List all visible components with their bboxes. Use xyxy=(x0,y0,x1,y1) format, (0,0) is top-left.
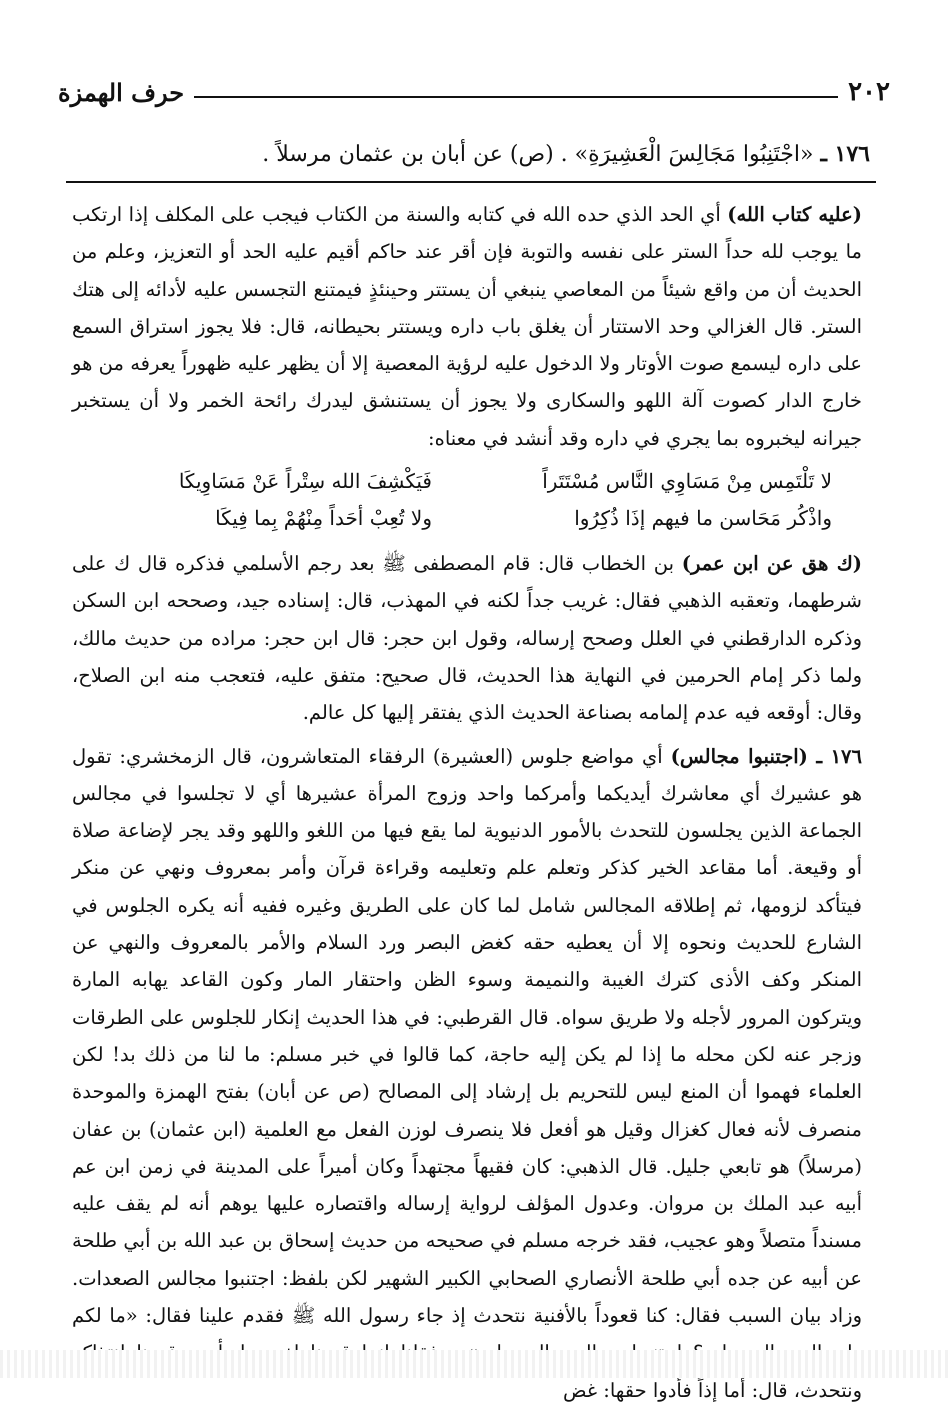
verse-2-second-hemistich: ولا تُعِبْ أحَداً مِنْهُمْ بِما فِيكَا xyxy=(215,506,432,531)
section-divider xyxy=(66,181,876,183)
header-rule xyxy=(194,96,838,98)
paragraph-lead: ١٧٦ ـ (اجتنبوا مجالس) xyxy=(670,744,862,768)
commentary-body xyxy=(72,196,863,1402)
paragraph-text: أي مواضع جلوس (العشيرة) الرفقاء المتعاشرون، قال الزمخشري: تقول هو عشيرك أي معاشرك أيديكما وأمركما واحد وزوج المرأة عشيرها أي لا تجلسوا في مجالس الجماعة الذين يجلسون للتحدث بالأمور الدنيوية لما يقع فيها من اللغو واللهو وقد يجر لإضاعة صلاة أو وقيعة. أما مقاعد الخير كذكر وتعلم علم وتعليمه وقراءة قرآن وأمر بمعروف ونهي عن منكر فيتأكد لزومها، ثم إطلاقه المجالس شامل لما كان على الطريق وغيره ففيه أنه يكره الجلوس في الشارع للحديث ونحوه إلا أن يعطيه حقه كغض البصر ورد السلام والأمر بالمعروف والنهي عن المنكر وكف الأذى كترك الغيبة والنميمة وسوء الظن واحتقار المار وكون القاعد يهابه المارة ويتركون المرور لأجله ولا طريق سواه. قال القرطبي: في هذا الحديث إنكار للجلوس على الطرقات وزجر عنه لكن محله ما إذا لم يكن إليه حاجة، كما قالوا في خبر مسلم: ما لنا من ذلك بد! لكن العلماء فهموا أن المنع ليس للتحريم بل إرشاد إلى المصالح (ص عن أبان) بفتح الهمزة والموحدة منصرف لأنه فعال كغزال وقيل هو أفعل فلا ينصرف لوزن الفعل مع العلمية (ابن عثمان) بن عفان (مرسلاً) هو تابعي جليل. قال الذهبي: كان فقيهاً مجتهداً وكان أميراً على المدينة في زمن ابن عم أبيه عبد الملك بن مروان. وعدول المؤلف لرواية إرساله واقتصاره عليها يوهم أنه لم يقف عليه مسنداً متصلاً وهو عجيب، فقد خرجه مسلم في صحيحه من حديث إسحاق بن عبد الله بن أبي طلحة عن أبيه عن جده أبي طلحة الأنصاري الصحابي الكبير الشهير لكن بلفظ: اجتنبوا مجالس الصعدات. وزاد بيان السبب فقال: كنا قعوداً بالأفنية نتحدث إذ جاء رسول الله ﷺ فقدم علينا فقال: «ما لكم ونتحدث، قال: أما إذاً فأدوا حقها: غض xyxy=(72,744,862,1402)
verse-1-first-hemistich: لا تَلْتَمِس مِنْ مَسَاوِي النَّاس مُسْتَتَراً xyxy=(542,469,832,494)
page-header xyxy=(58,72,890,112)
commentary-paragraph xyxy=(72,738,862,1409)
verse-1-second-hemistich: فَيَكْشِفَ الله سِتْراً عَنْ مَسَاوِيكَا xyxy=(178,469,432,494)
running-title: حرف الهمزة xyxy=(58,77,185,107)
paragraph-lead: (عليه كتاب الله) xyxy=(727,203,862,226)
page-number: ٢٠٢ xyxy=(848,77,890,107)
commentary-paragraph xyxy=(72,545,862,731)
verse-2-first-hemistich: واذْكُر مَحَاسن ما فيهم إذَا ذُكِرُوا xyxy=(574,506,832,531)
paragraph-text: بن الخطاب قال: قام المصطفى ﷺ بعد رجم الأسلمي فذكره قال ك على شرطهما، وتعقبه الذهبي فقال: غريب جداً لكنه في المهذب، قال: إسناده جيد، وصححه ابن السكن وذكره الدارقطني في العلل وصحح إرساله، وقول ابن حجر: قال ابن حجر: مراده من حديث مالك، ولما ذكر إمام الحرمين في النهاية هذا الحديث، قال صحيح: متفق عليه، فتعجب منه ابن الصلاح، وقال: أوقعه فيه عدم إلمامه بصناعة الحديث الذي يفتقر إليها كل عالم. xyxy=(72,552,862,725)
hadith-number: ١٧٦ ـ xyxy=(820,141,870,167)
paragraph-text: أي الحد الذي حده الله في كتابه والسنة من الكتاب فيجب على المكلف إذا ارتكب ما يوجب لله حداً الستر على نفسه والتوبة فإن أقر عند حاكم أقيم عليه الحد أو التعزيز، وعلم من الحديث أن من واقع شيئاً من المعاصي ينبغي أن يستتر وحينئذٍ فيمتنع التجسس عليه لأدائه إلى هتك الستر. قال الغزالي وحد الاستتار أن يغلق باب داره ويستتر بحيطانه، قال: فلا يجوز استراق السمع على داره ليسمع صوت الأوتار ولا الدخول عليه لرؤية المعصية إلا أن يظهر عليه ظهوراً يعرفه من هو خارج الدار كصوت آلة اللهو والسكارى ولا يجوز أن يستنشق ليدرك رائحة الخمر ولا أن يستخبر جيرانه ليخبروه بما يجري في داره وقد أنشد في معناه: xyxy=(72,203,862,450)
poem-verses xyxy=(102,463,832,537)
hadith-body: «اجْتَنِبُوا مَجَالِسَ الْعَشِيرَةِ» . (ص) عن أبان بن عثمان مرسلاً . xyxy=(262,142,814,167)
commentary-paragraph xyxy=(72,196,862,457)
scan-bottom-edge xyxy=(0,1350,948,1378)
hadith-text xyxy=(58,136,870,173)
paragraph-lead: (ك هق عن ابن عمر) xyxy=(681,552,863,576)
